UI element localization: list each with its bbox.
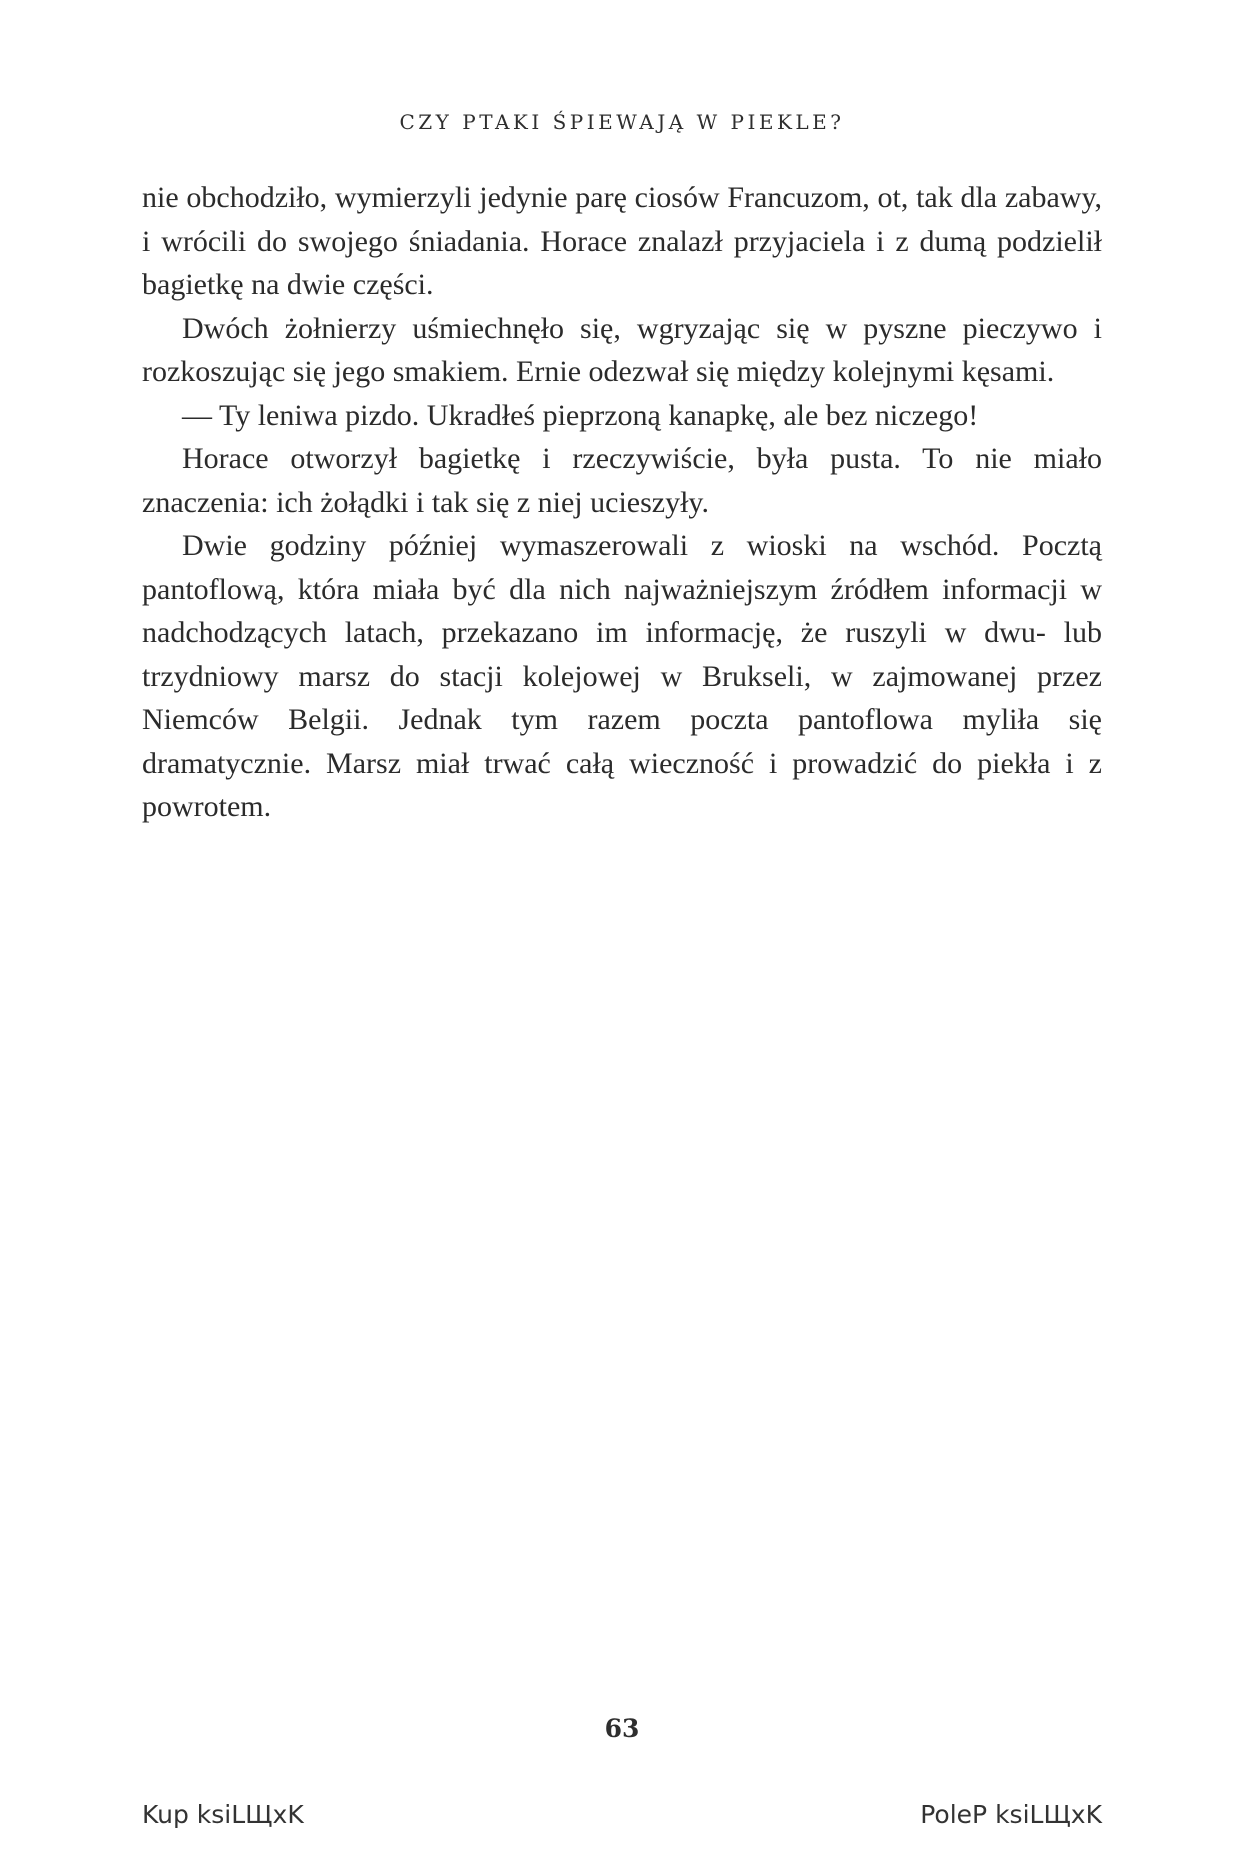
paragraph-5: Dwie godziny później wymaszerowali z wioski na wschód. Pocztą pantoflową, która miała być dla nich najważniejszym źródłem informacji w nadchodzących latach, przekazano im informację, że ruszyli w dwu- lub trzydniowy marsz do stacji kolejowej w Brukseli, w zajmowanej przez Niemców Belgii. Jednak tym razem poczta pantoflowa myliła się dramatycznie. Marsz miał trwać całą wieczność i prowadzić do piekła i z powrotem.: [142, 529, 1102, 823]
footer-recommend-link[interactable]: PoleP ksiLЩxK: [920, 1800, 1102, 1829]
footer-buy-link[interactable]: Kup ksiLЩxK: [142, 1800, 304, 1829]
paragraph-3: — Ty leniwa pizdo. Ukradłeś pieprzoną kanapkę, ale bez niczego!: [182, 398, 979, 432]
body-text: [142, 176, 1102, 829]
page-number: 63: [604, 1714, 640, 1743]
paragraph-2: Dwóch żołnierzy uśmiechnęło się, wgryzając się w pyszne pieczywo i rozkoszując się jego smakiem. Ernie odezwał się między kolejnymi kęsami.: [142, 311, 1102, 388]
paragraph-1: nie obchodziło, wymierzyli jedynie parę ciosów Francuzom, ot, tak dla zabawy, i wrócili do swojego śniadania. Horace znalazł przyjaciela i z dumą podzielił bagietkę na dwie części.: [142, 181, 1102, 301]
paragraph-4: Horace otworzył bagietkę i rzeczywiście, była pusta. To nie miało znaczenia: ich żołądki i tak się z niej ucieszyły.: [142, 442, 1102, 519]
running-head: CZY PTAKI ŚPIEWAJĄ W PIEKLE?: [399, 110, 845, 134]
